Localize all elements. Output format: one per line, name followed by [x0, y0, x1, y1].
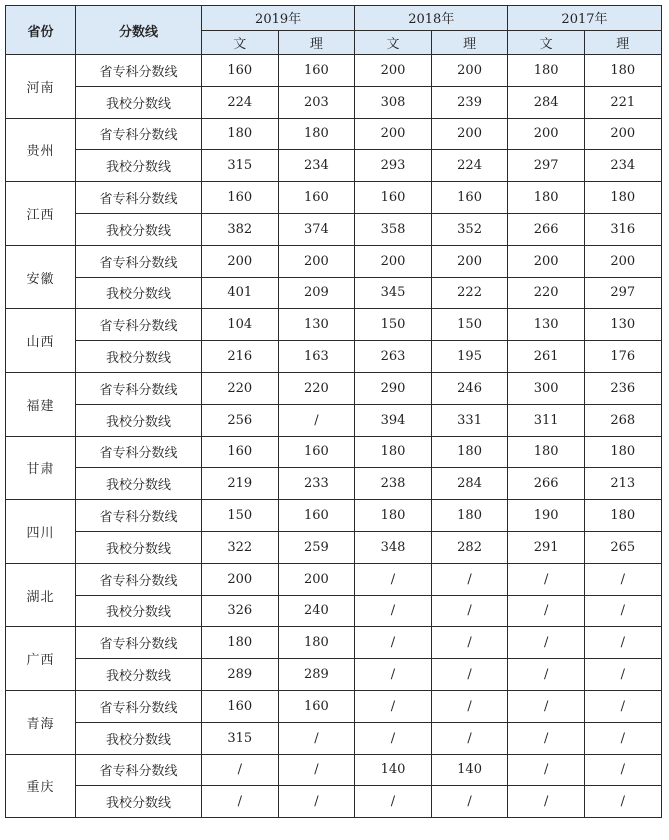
- score-cell: 200: [584, 118, 661, 150]
- province-line-label: 省专科分数线: [76, 309, 202, 341]
- score-cell: /: [431, 659, 508, 691]
- score-cell: 352: [431, 213, 508, 245]
- score-cell: 315: [202, 150, 279, 182]
- score-cell: 200: [431, 55, 508, 87]
- table-row: [6, 659, 662, 691]
- score-cell: 160: [278, 55, 355, 87]
- score-cell: 284: [431, 468, 508, 500]
- school-line-label: 我校分数线: [76, 86, 202, 118]
- score-cell: /: [584, 722, 661, 754]
- table-row: [6, 500, 662, 532]
- score-cell: 220: [278, 372, 355, 404]
- score-cell: 160: [202, 690, 279, 722]
- header-stream-arts: 文: [355, 30, 432, 55]
- score-cell: 130: [508, 309, 585, 341]
- score-cell: /: [431, 627, 508, 659]
- score-cell: /: [431, 690, 508, 722]
- score-cell: 200: [278, 563, 355, 595]
- table-row: [6, 595, 662, 627]
- score-cell: /: [508, 659, 585, 691]
- province-line-label: 省专科分数线: [76, 627, 202, 659]
- school-line-label: 我校分数线: [76, 531, 202, 563]
- score-cell: 180: [355, 436, 432, 468]
- score-cell: 200: [508, 118, 585, 150]
- score-cell: 263: [355, 341, 432, 373]
- province-name: 青海: [6, 690, 76, 754]
- table-row: [6, 563, 662, 595]
- score-cell: /: [355, 786, 432, 818]
- score-cell: 195: [431, 341, 508, 373]
- province-line-label: 省专科分数线: [76, 436, 202, 468]
- score-cell: /: [431, 786, 508, 818]
- score-cell: 308: [355, 86, 432, 118]
- province-line-label: 省专科分数线: [76, 500, 202, 532]
- score-cell: /: [278, 754, 355, 786]
- score-cell: 180: [355, 500, 432, 532]
- score-cell: 224: [431, 150, 508, 182]
- score-cell: 293: [355, 150, 432, 182]
- score-cell: 213: [584, 468, 661, 500]
- score-cell: /: [278, 786, 355, 818]
- province-name: 安徽: [6, 245, 76, 309]
- province-name: 甘肃: [6, 436, 76, 500]
- score-cell: 180: [584, 55, 661, 87]
- score-cell: 316: [584, 213, 661, 245]
- table-row: [6, 690, 662, 722]
- score-cell: 256: [202, 404, 279, 436]
- score-cell: 266: [508, 213, 585, 245]
- score-cell: /: [584, 690, 661, 722]
- province-line-label: 省专科分数线: [76, 372, 202, 404]
- score-cell: /: [584, 659, 661, 691]
- score-cell: 224: [202, 86, 279, 118]
- score-cell: 266: [508, 468, 585, 500]
- table-row: [6, 213, 662, 245]
- score-cell: 200: [508, 245, 585, 277]
- table-header: [6, 6, 662, 55]
- score-cell: 401: [202, 277, 279, 309]
- score-cell: 234: [278, 150, 355, 182]
- school-line-label: 我校分数线: [76, 659, 202, 691]
- score-cell: 300: [508, 372, 585, 404]
- score-cell: 180: [278, 118, 355, 150]
- score-cell: 190: [508, 500, 585, 532]
- score-cell: 291: [508, 531, 585, 563]
- score-table: [5, 5, 662, 818]
- score-cell: /: [355, 690, 432, 722]
- score-cell: /: [355, 563, 432, 595]
- header-score-line: 分数线: [76, 6, 202, 55]
- score-cell: 150: [355, 309, 432, 341]
- score-cell: 348: [355, 531, 432, 563]
- score-cell: 180: [202, 118, 279, 150]
- table-body: [6, 55, 662, 818]
- score-cell: 176: [584, 341, 661, 373]
- score-cell: 200: [202, 245, 279, 277]
- table-row: [6, 627, 662, 659]
- score-cell: 358: [355, 213, 432, 245]
- score-cell: 160: [278, 436, 355, 468]
- table-row: [6, 86, 662, 118]
- province-name: 福建: [6, 372, 76, 436]
- province-line-label: 省专科分数线: [76, 754, 202, 786]
- table-row: [6, 118, 662, 150]
- school-line-label: 我校分数线: [76, 341, 202, 373]
- score-cell: 240: [278, 595, 355, 627]
- table-row: [6, 786, 662, 818]
- score-cell: 130: [278, 309, 355, 341]
- score-cell: 284: [508, 86, 585, 118]
- score-cell: 282: [431, 531, 508, 563]
- score-cell: /: [508, 786, 585, 818]
- score-cell: /: [508, 627, 585, 659]
- province-line-label: 省专科分数线: [76, 245, 202, 277]
- table-row: [6, 150, 662, 182]
- score-cell: 297: [584, 277, 661, 309]
- header-year-2017: 2017年: [508, 6, 661, 31]
- school-line-label: 我校分数线: [76, 595, 202, 627]
- province-line-label: 省专科分数线: [76, 182, 202, 214]
- score-cell: 180: [584, 500, 661, 532]
- score-cell: 268: [584, 404, 661, 436]
- score-cell: 220: [508, 277, 585, 309]
- score-cell: 289: [278, 659, 355, 691]
- province-line-label: 省专科分数线: [76, 118, 202, 150]
- score-cell: 200: [431, 245, 508, 277]
- score-cell: 290: [355, 372, 432, 404]
- header-year-2018: 2018年: [355, 6, 508, 31]
- table-row: [6, 404, 662, 436]
- score-cell: /: [202, 786, 279, 818]
- score-cell: 104: [202, 309, 279, 341]
- score-cell: 180: [508, 182, 585, 214]
- table-row: [6, 309, 662, 341]
- header-stream-science: 理: [431, 30, 508, 55]
- school-line-label: 我校分数线: [76, 277, 202, 309]
- score-cell: 160: [278, 500, 355, 532]
- score-cell: /: [584, 754, 661, 786]
- score-cell: /: [508, 690, 585, 722]
- score-cell: 261: [508, 341, 585, 373]
- score-cell: 345: [355, 277, 432, 309]
- score-cell: 180: [202, 627, 279, 659]
- score-cell: 222: [431, 277, 508, 309]
- school-line-label: 我校分数线: [76, 213, 202, 245]
- score-cell: 216: [202, 341, 279, 373]
- score-cell: 209: [278, 277, 355, 309]
- score-cell: /: [355, 627, 432, 659]
- score-cell: 130: [584, 309, 661, 341]
- table-row: [6, 754, 662, 786]
- score-cell: 160: [431, 182, 508, 214]
- province-name: 江西: [6, 182, 76, 246]
- score-cell: 236: [584, 372, 661, 404]
- table-row: [6, 722, 662, 754]
- score-cell: /: [431, 722, 508, 754]
- score-cell: 140: [355, 754, 432, 786]
- score-cell: 246: [431, 372, 508, 404]
- score-cell: /: [508, 754, 585, 786]
- score-cell: /: [584, 563, 661, 595]
- province-name: 山西: [6, 309, 76, 373]
- score-cell: 180: [508, 55, 585, 87]
- table-row: [6, 372, 662, 404]
- score-cell: 160: [278, 690, 355, 722]
- school-line-label: 我校分数线: [76, 786, 202, 818]
- school-line-label: 我校分数线: [76, 468, 202, 500]
- score-cell: 315: [202, 722, 279, 754]
- score-cell: /: [584, 786, 661, 818]
- score-cell: /: [355, 659, 432, 691]
- province-name: 贵州: [6, 118, 76, 182]
- score-cell: 200: [584, 245, 661, 277]
- score-cell: 180: [431, 500, 508, 532]
- score-cell: 289: [202, 659, 279, 691]
- province-line-label: 省专科分数线: [76, 690, 202, 722]
- score-cell: /: [202, 754, 279, 786]
- score-cell: 150: [202, 500, 279, 532]
- table-row: [6, 531, 662, 563]
- score-cell: 238: [355, 468, 432, 500]
- score-cell: 160: [202, 55, 279, 87]
- score-cell: 180: [584, 436, 661, 468]
- score-cell: 200: [278, 245, 355, 277]
- province-name: 四川: [6, 500, 76, 564]
- score-cell: 150: [431, 309, 508, 341]
- header-stream-science: 理: [584, 30, 661, 55]
- province-line-label: 省专科分数线: [76, 563, 202, 595]
- table-row: [6, 436, 662, 468]
- table-row: [6, 468, 662, 500]
- score-cell: 219: [202, 468, 279, 500]
- score-cell: /: [278, 722, 355, 754]
- province-name: 广西: [6, 627, 76, 691]
- score-cell: 322: [202, 531, 279, 563]
- score-cell: /: [584, 627, 661, 659]
- score-cell: 233: [278, 468, 355, 500]
- table-row: [6, 245, 662, 277]
- header-stream-science: 理: [278, 30, 355, 55]
- score-cell: /: [355, 722, 432, 754]
- province-name: 湖北: [6, 563, 76, 627]
- score-cell: /: [508, 563, 585, 595]
- score-cell: 200: [355, 245, 432, 277]
- school-line-label: 我校分数线: [76, 722, 202, 754]
- school-line-label: 我校分数线: [76, 404, 202, 436]
- header-stream-arts: 文: [508, 30, 585, 55]
- score-cell: /: [355, 595, 432, 627]
- score-cell: 140: [431, 754, 508, 786]
- score-cell: 163: [278, 341, 355, 373]
- score-cell: 180: [278, 627, 355, 659]
- school-line-label: 我校分数线: [76, 150, 202, 182]
- province-line-label: 省专科分数线: [76, 55, 202, 87]
- score-cell: 160: [355, 182, 432, 214]
- score-cell: 180: [431, 436, 508, 468]
- score-cell: 382: [202, 213, 279, 245]
- score-cell: /: [431, 595, 508, 627]
- header-year-2019: 2019年: [202, 6, 355, 31]
- score-cell: 234: [584, 150, 661, 182]
- score-cell: 221: [584, 86, 661, 118]
- province-name: 河南: [6, 55, 76, 119]
- score-cell: /: [584, 595, 661, 627]
- score-cell: 160: [278, 182, 355, 214]
- score-cell: 374: [278, 213, 355, 245]
- score-cell: 239: [431, 86, 508, 118]
- table-row: [6, 182, 662, 214]
- score-cell: /: [278, 404, 355, 436]
- score-cell: 203: [278, 86, 355, 118]
- score-cell: 200: [202, 563, 279, 595]
- score-cell: 220: [202, 372, 279, 404]
- score-cell: 180: [584, 182, 661, 214]
- score-cell: 311: [508, 404, 585, 436]
- score-table-container: [5, 5, 661, 818]
- score-cell: 160: [202, 182, 279, 214]
- score-cell: 200: [355, 55, 432, 87]
- score-cell: 331: [431, 404, 508, 436]
- score-cell: 259: [278, 531, 355, 563]
- score-cell: 160: [202, 436, 279, 468]
- table-row: [6, 55, 662, 87]
- province-name: 重庆: [6, 754, 76, 818]
- score-cell: 180: [508, 436, 585, 468]
- score-cell: 200: [355, 118, 432, 150]
- score-cell: /: [508, 595, 585, 627]
- table-row: [6, 277, 662, 309]
- score-cell: 326: [202, 595, 279, 627]
- score-cell: 394: [355, 404, 432, 436]
- score-cell: 297: [508, 150, 585, 182]
- score-cell: 265: [584, 531, 661, 563]
- score-cell: /: [431, 563, 508, 595]
- score-cell: /: [508, 722, 585, 754]
- table-row: [6, 341, 662, 373]
- header-stream-arts: 文: [202, 30, 279, 55]
- score-cell: 200: [431, 118, 508, 150]
- header-province: 省份: [6, 6, 76, 55]
